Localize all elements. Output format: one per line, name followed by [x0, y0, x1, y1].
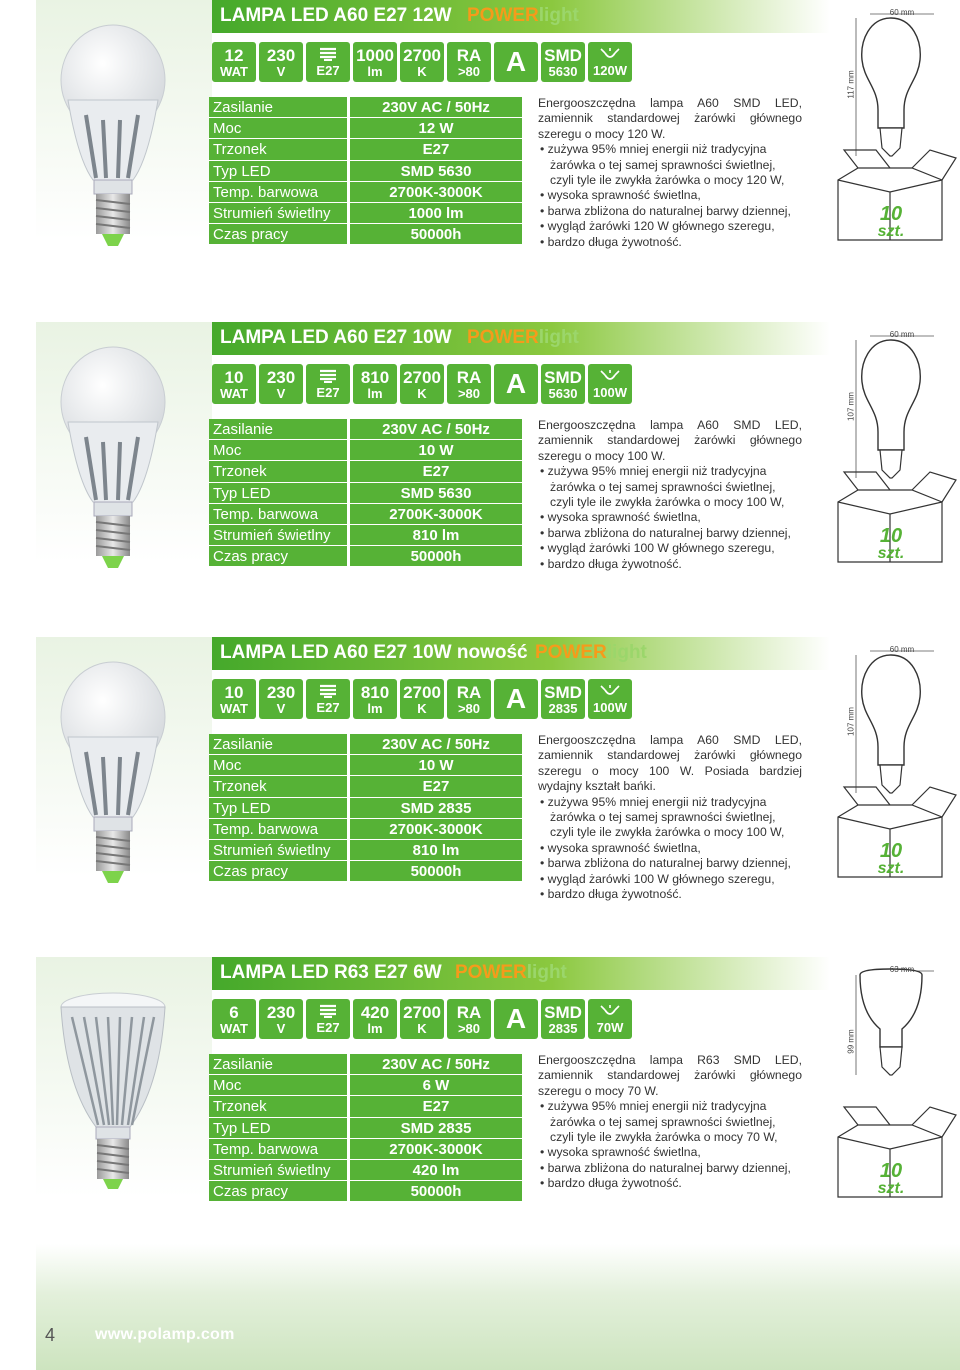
powerlight-logo-power: POWER: [467, 5, 539, 26]
feature-item: • zużywa 95% mniej energii niż tradycyjna żarówka o tej samej sprawności świetlnej, czyli tyle ile zwykła żarówka o mocy 70 W,: [538, 1099, 802, 1145]
smd-icon: [541, 42, 585, 82]
spec-row: [209, 461, 522, 482]
spec-label: Zasilanie: [209, 734, 347, 755]
feature-item: • wysoka sprawność świetlna,: [538, 1145, 802, 1160]
spec-row: [209, 1181, 522, 1202]
socket-base-icon: [306, 679, 350, 719]
spec-label: Moc: [209, 118, 347, 139]
feature-item: • zużywa 95% mniej energii niż tradycyjna żarówka o tej samej sprawności świetlnej, czyli tyle ile zwykła żarówka o mocy 120 W,: [538, 142, 802, 188]
smd-icon-unit: 5630: [548, 385, 578, 401]
spec-row: [209, 1160, 522, 1181]
product-section: [0, 957, 960, 1257]
voltage-icon-value: 230: [266, 682, 296, 702]
spec-value: E27: [350, 461, 522, 482]
lumen-icon-unit: lm: [367, 700, 383, 716]
spec-row: [209, 182, 522, 203]
spec-label: Czas pracy: [209, 1181, 347, 1202]
feature-item: • barwa zbliżona do naturalnej barwy dziennej,: [538, 1161, 802, 1176]
equivalent-bulb-icon: [588, 679, 632, 719]
spec-row: [209, 546, 522, 567]
watt-icon-value: 6: [229, 1002, 239, 1022]
smd-icon-unit: 2835: [548, 700, 578, 716]
kelvin-icon-unit: K: [417, 63, 427, 79]
spec-value: 230V AC / 50Hz: [350, 734, 522, 755]
spec-value: 810 lm: [350, 525, 522, 546]
energy-class-label: A: [505, 368, 527, 399]
voltage-icon-value: 230: [266, 45, 296, 65]
watt-icon: [212, 42, 256, 82]
ra-icon: [447, 42, 491, 82]
description-intro: Energooszczędna lampa A60 SMD LED, zamiennik standardowej żarówki głównego szeregu o mocy 120 W.: [538, 96, 802, 141]
spec-value: SMD 2835: [350, 798, 522, 819]
feature-item: • wysoka sprawność świetlna,: [538, 510, 802, 525]
spec-label: Trzonek: [209, 139, 347, 160]
feature-item: • wygląd żarówki 100 W głównego szeregu,: [538, 541, 802, 556]
website-link[interactable]: www.polamp.com: [95, 1326, 235, 1343]
package-quantity: [866, 205, 916, 239]
feature-list: [538, 795, 802, 903]
watt-icon-unit: WAT: [220, 385, 248, 401]
spec-label: Temp. barwowa: [209, 1139, 347, 1160]
product-title: LAMPA LED A60 E27 10W: [220, 327, 452, 348]
spec-value: 6 W: [350, 1075, 522, 1096]
voltage-icon-unit: V: [276, 1020, 286, 1036]
spec-label: Moc: [209, 755, 347, 776]
spec-label: Trzonek: [209, 461, 347, 482]
package-quantity: [866, 1162, 916, 1196]
kelvin-icon: [400, 42, 444, 82]
dimension-diagram: [830, 637, 960, 887]
spec-label: Czas pracy: [209, 546, 347, 567]
package-quantity-number: 10: [879, 203, 903, 225]
spec-value: E27: [350, 776, 522, 797]
product-section: [0, 0, 960, 300]
feature-item: • barwa zbliżona do naturalnej barwy dziennej,: [538, 526, 802, 541]
powerlight-logo-power: POWER: [455, 962, 527, 983]
powerlight-logo-power: POWER: [467, 327, 539, 348]
dimension-width: 60 mm: [889, 645, 915, 654]
socket-base-label: E27: [316, 385, 340, 400]
lumen-icon-unit: lm: [367, 385, 383, 401]
smd-icon-value: SMD: [544, 1002, 582, 1022]
dimension-width: 60 mm: [889, 8, 915, 17]
energy-class-icon: [494, 42, 538, 82]
dimension-diagram: [830, 957, 960, 1207]
smd-icon-unit: 2835: [548, 1020, 578, 1036]
spec-label: Moc: [209, 1075, 347, 1096]
equivalent-bulb-icon: [588, 364, 632, 404]
ra-icon-unit: >80: [457, 1020, 481, 1036]
energy-class-icon: [494, 679, 538, 719]
ra-icon: [447, 679, 491, 719]
spec-icons: [212, 679, 632, 719]
powerlight-logo-light: light: [538, 5, 579, 26]
socket-base-label: E27: [316, 1020, 340, 1035]
feature-list: [538, 142, 802, 250]
feature-item: • zużywa 95% mniej energii niż tradycyjna żarówka o tej samej sprawności świetlnej, czyli tyle ile zwykła żarówka o mocy 100 W,: [538, 795, 802, 841]
kelvin-icon-unit: K: [417, 700, 427, 716]
product-section: [0, 637, 960, 937]
package-quantity-number: 10: [879, 1160, 903, 1182]
product-description: [538, 1053, 802, 1192]
smd-icon: [541, 364, 585, 404]
watt-icon: [212, 679, 256, 719]
spec-row: [209, 139, 522, 160]
voltage-icon-unit: V: [276, 700, 286, 716]
energy-class-icon: [494, 364, 538, 404]
voltage-icon: [259, 999, 303, 1039]
product-title-bar: [212, 322, 830, 355]
package-quantity-unit: szt.: [877, 1180, 905, 1197]
kelvin-icon-value: 2700: [403, 682, 441, 702]
feature-item: • barwa zbliżona do naturalnej barwy dziennej,: [538, 856, 802, 871]
lumen-icon-value: 810: [360, 682, 390, 702]
package-quantity: [866, 527, 916, 561]
watt-icon-unit: WAT: [220, 1020, 248, 1036]
ra-icon-unit: >80: [457, 700, 481, 716]
powerlight-logo: [467, 327, 579, 349]
spec-icons: [212, 42, 632, 82]
energy-class-icon: [494, 999, 538, 1039]
spec-label: Typ LED: [209, 798, 347, 819]
spec-value: 2700K-3000K: [350, 1139, 522, 1160]
product-photo: [58, 342, 168, 582]
spec-row: [209, 819, 522, 840]
spec-label: Typ LED: [209, 483, 347, 504]
spec-value: SMD 2835: [350, 1118, 522, 1139]
spec-row: [209, 118, 522, 139]
powerlight-logo-light: light: [526, 962, 567, 983]
lumen-icon-value: 420: [360, 1002, 390, 1022]
ra-icon-value: RA: [456, 367, 482, 387]
powerlight-logo: [467, 5, 579, 27]
kelvin-icon-unit: K: [417, 1020, 427, 1036]
spec-value: 1000 lm: [350, 203, 522, 224]
powerlight-logo: [455, 962, 567, 984]
spec-value: 50000h: [350, 861, 522, 882]
equivalent-watt-label: 120W: [593, 63, 627, 78]
smd-icon-value: SMD: [544, 367, 582, 387]
dimension-diagram: [830, 322, 960, 572]
spec-row: [209, 776, 522, 797]
voltage-icon: [259, 679, 303, 719]
kelvin-icon: [400, 999, 444, 1039]
kelvin-icon-value: 2700: [403, 1002, 441, 1022]
product-title: LAMPA LED A60 E27 12W: [220, 5, 452, 26]
spec-row: [209, 161, 522, 182]
dimension-height: 107 mm: [846, 392, 856, 421]
smd-icon: [541, 999, 585, 1039]
product-title-bar: [212, 0, 830, 33]
spec-value: 2700K-3000K: [350, 182, 522, 203]
ra-icon-value: RA: [456, 45, 482, 65]
dimension-width: 63 mm: [889, 965, 915, 974]
dimension-width: 60 mm: [889, 330, 915, 339]
spec-value: 50000h: [350, 546, 522, 567]
dimension-height: 117 mm: [846, 70, 856, 99]
lumen-icon-value: 1000: [356, 45, 394, 65]
dimension-height: 99 mm: [846, 1029, 856, 1054]
spec-row: [209, 419, 522, 440]
spec-label: Strumień świetlny: [209, 840, 347, 861]
watt-icon-value: 12: [224, 45, 244, 65]
socket-base-icon: [306, 999, 350, 1039]
ra-icon: [447, 364, 491, 404]
spec-label: Strumień świetlny: [209, 525, 347, 546]
spec-row: [209, 798, 522, 819]
watt-icon-unit: WAT: [220, 700, 248, 716]
spec-value: SMD 5630: [350, 483, 522, 504]
smd-icon-value: SMD: [544, 682, 582, 702]
product-title-bar: [212, 957, 830, 990]
watt-icon: [212, 364, 256, 404]
spec-row: [209, 734, 522, 755]
description-intro: Energooszczędna lampa R63 SMD LED, zamiennik standardowej żarówki głównego szeregu o mocy 70 W.: [538, 1053, 802, 1098]
product-description: [538, 96, 802, 250]
energy-class-label: A: [505, 46, 527, 77]
package-quantity-number: 10: [879, 525, 903, 547]
energy-class-label: A: [505, 1003, 527, 1034]
package-quantity-unit: szt.: [877, 860, 905, 877]
spec-icons: [212, 999, 632, 1039]
spec-label: Temp. barwowa: [209, 819, 347, 840]
spec-row: [209, 755, 522, 776]
product-photo: [58, 20, 168, 260]
equivalent-bulb-icon: [588, 999, 632, 1039]
kelvin-icon-value: 2700: [403, 45, 441, 65]
powerlight-logo: [535, 642, 647, 664]
lumen-icon: [353, 999, 397, 1039]
description-intro: Energooszczędna lampa A60 SMD LED, zamiennik standardowej żarówki głównego szeregu o mocy 100 W.: [538, 418, 802, 463]
product-title-bar: [212, 637, 830, 670]
voltage-icon-unit: V: [276, 63, 286, 79]
spec-label: Zasilanie: [209, 97, 347, 118]
spec-value: 2700K-3000K: [350, 504, 522, 525]
smd-icon-unit: 5630: [548, 63, 578, 79]
product-photo: [58, 657, 168, 897]
socket-base-icon: [306, 364, 350, 404]
ra-icon: [447, 999, 491, 1039]
spec-table: [209, 419, 522, 567]
spec-label: Temp. barwowa: [209, 182, 347, 203]
spec-table: [209, 734, 522, 882]
equivalent-watt-label: 70W: [596, 1020, 624, 1035]
spec-value: 10 W: [350, 440, 522, 461]
kelvin-icon: [400, 364, 444, 404]
spec-row: [209, 1054, 522, 1075]
feature-item: • wysoka sprawność świetlna,: [538, 841, 802, 856]
powerlight-logo-light: light: [606, 642, 647, 663]
feature-item: • bardzo długa żywotność.: [538, 557, 802, 572]
spec-value: E27: [350, 139, 522, 160]
package-quantity-unit: szt.: [877, 545, 905, 562]
spec-value: 230V AC / 50Hz: [350, 1054, 522, 1075]
feature-item: • wygląd żarówki 100 W głównego szeregu,: [538, 872, 802, 887]
spec-row: [209, 861, 522, 882]
package-quantity: [866, 842, 916, 876]
ra-icon-value: RA: [456, 682, 482, 702]
lumen-icon: [353, 679, 397, 719]
product-description: [538, 733, 802, 902]
package-quantity-unit: szt.: [877, 223, 905, 240]
socket-base-label: E27: [316, 63, 340, 78]
spec-icons: [212, 364, 632, 404]
spec-value: E27: [350, 1096, 522, 1117]
spec-label: Czas pracy: [209, 861, 347, 882]
product-title: LAMPA LED A60 E27 10W nowość: [220, 642, 528, 663]
feature-item: • wysoka sprawność świetlna,: [538, 188, 802, 203]
package-quantity-number: 10: [879, 840, 903, 862]
spec-row: [209, 1075, 522, 1096]
ra-icon-unit: >80: [457, 63, 481, 79]
watt-icon: [212, 999, 256, 1039]
spec-label: Temp. barwowa: [209, 504, 347, 525]
product-title: LAMPA LED R63 E27 6W: [220, 962, 442, 983]
lumen-icon-unit: lm: [367, 63, 383, 79]
spec-label: Strumień świetlny: [209, 203, 347, 224]
watt-icon-unit: WAT: [220, 63, 248, 79]
footer-band: [36, 1244, 960, 1370]
spec-value: 10 W: [350, 755, 522, 776]
spec-row: [209, 97, 522, 118]
equivalent-bulb-icon: [588, 42, 632, 82]
voltage-icon-value: 230: [266, 367, 296, 387]
spec-row: [209, 840, 522, 861]
dimension-height: 107 mm: [846, 707, 856, 736]
powerlight-logo-power: POWER: [535, 642, 607, 663]
spec-value: 50000h: [350, 1181, 522, 1202]
spec-value: 2700K-3000K: [350, 819, 522, 840]
watt-icon-value: 10: [224, 367, 244, 387]
spec-label: Moc: [209, 440, 347, 461]
kelvin-icon-value: 2700: [403, 367, 441, 387]
voltage-icon: [259, 42, 303, 82]
watt-icon-value: 10: [224, 682, 244, 702]
dimension-diagram: [830, 0, 960, 250]
smd-icon: [541, 679, 585, 719]
voltage-icon: [259, 364, 303, 404]
spec-label: Trzonek: [209, 1096, 347, 1117]
product-section: [0, 322, 960, 622]
spec-row: [209, 224, 522, 245]
feature-list: [538, 1099, 802, 1191]
spec-label: Typ LED: [209, 1118, 347, 1139]
spec-value: 230V AC / 50Hz: [350, 419, 522, 440]
spec-table: [209, 1054, 522, 1202]
equivalent-watt-label: 100W: [593, 700, 627, 715]
spec-value: 420 lm: [350, 1160, 522, 1181]
spec-label: Czas pracy: [209, 224, 347, 245]
energy-class-label: A: [505, 683, 527, 714]
voltage-icon-unit: V: [276, 385, 286, 401]
spec-row: [209, 1139, 522, 1160]
spec-value: SMD 5630: [350, 161, 522, 182]
spec-row: [209, 1118, 522, 1139]
lumen-icon: [353, 42, 397, 82]
powerlight-logo-light: light: [538, 327, 579, 348]
spec-row: [209, 203, 522, 224]
voltage-icon-value: 230: [266, 1002, 296, 1022]
spec-value: 230V AC / 50Hz: [350, 97, 522, 118]
spec-label: Trzonek: [209, 776, 347, 797]
spec-label: Strumień świetlny: [209, 1160, 347, 1181]
product-description: [538, 418, 802, 572]
spec-value: 50000h: [350, 224, 522, 245]
socket-base-label: E27: [316, 700, 340, 715]
ra-icon-unit: >80: [457, 385, 481, 401]
product-photo: [58, 977, 168, 1217]
spec-row: [209, 1096, 522, 1117]
feature-item: • bardzo długa żywotność.: [538, 887, 802, 902]
spec-label: Zasilanie: [209, 419, 347, 440]
smd-icon-value: SMD: [544, 45, 582, 65]
feature-item: • barwa zbliżona do naturalnej barwy dziennej,: [538, 204, 802, 219]
spec-row: [209, 525, 522, 546]
lumen-icon: [353, 364, 397, 404]
feature-item: • zużywa 95% mniej energii niż tradycyjna żarówka o tej samej sprawności świetlnej, czyli tyle ile zwykła żarówka o mocy 100 W,: [538, 464, 802, 510]
spec-row: [209, 504, 522, 525]
lumen-icon-unit: lm: [367, 1020, 383, 1036]
ra-icon-value: RA: [456, 1002, 482, 1022]
socket-base-icon: [306, 42, 350, 82]
description-intro: Energooszczędna lampa A60 SMD LED, zamiennik standardowej żarówki głównego szeregu o mocy 100 W. Posiada bardziej wydajny kształt bańki.: [538, 733, 802, 794]
lumen-icon-value: 810: [360, 367, 390, 387]
feature-list: [538, 464, 802, 572]
feature-item: • bardzo długa żywotność.: [538, 1176, 802, 1191]
spec-label: Zasilanie: [209, 1054, 347, 1075]
spec-row: [209, 483, 522, 504]
page-number: 4: [45, 1325, 56, 1345]
spec-row: [209, 440, 522, 461]
spec-table: [209, 97, 522, 245]
spec-label: Typ LED: [209, 161, 347, 182]
spec-value: 12 W: [350, 118, 522, 139]
feature-item: • wygląd żarówki 120 W głównego szeregu,: [538, 219, 802, 234]
kelvin-icon-unit: K: [417, 385, 427, 401]
feature-item: • bardzo długa żywotność.: [538, 235, 802, 250]
spec-value: 810 lm: [350, 840, 522, 861]
kelvin-icon: [400, 679, 444, 719]
equivalent-watt-label: 100W: [593, 385, 627, 400]
